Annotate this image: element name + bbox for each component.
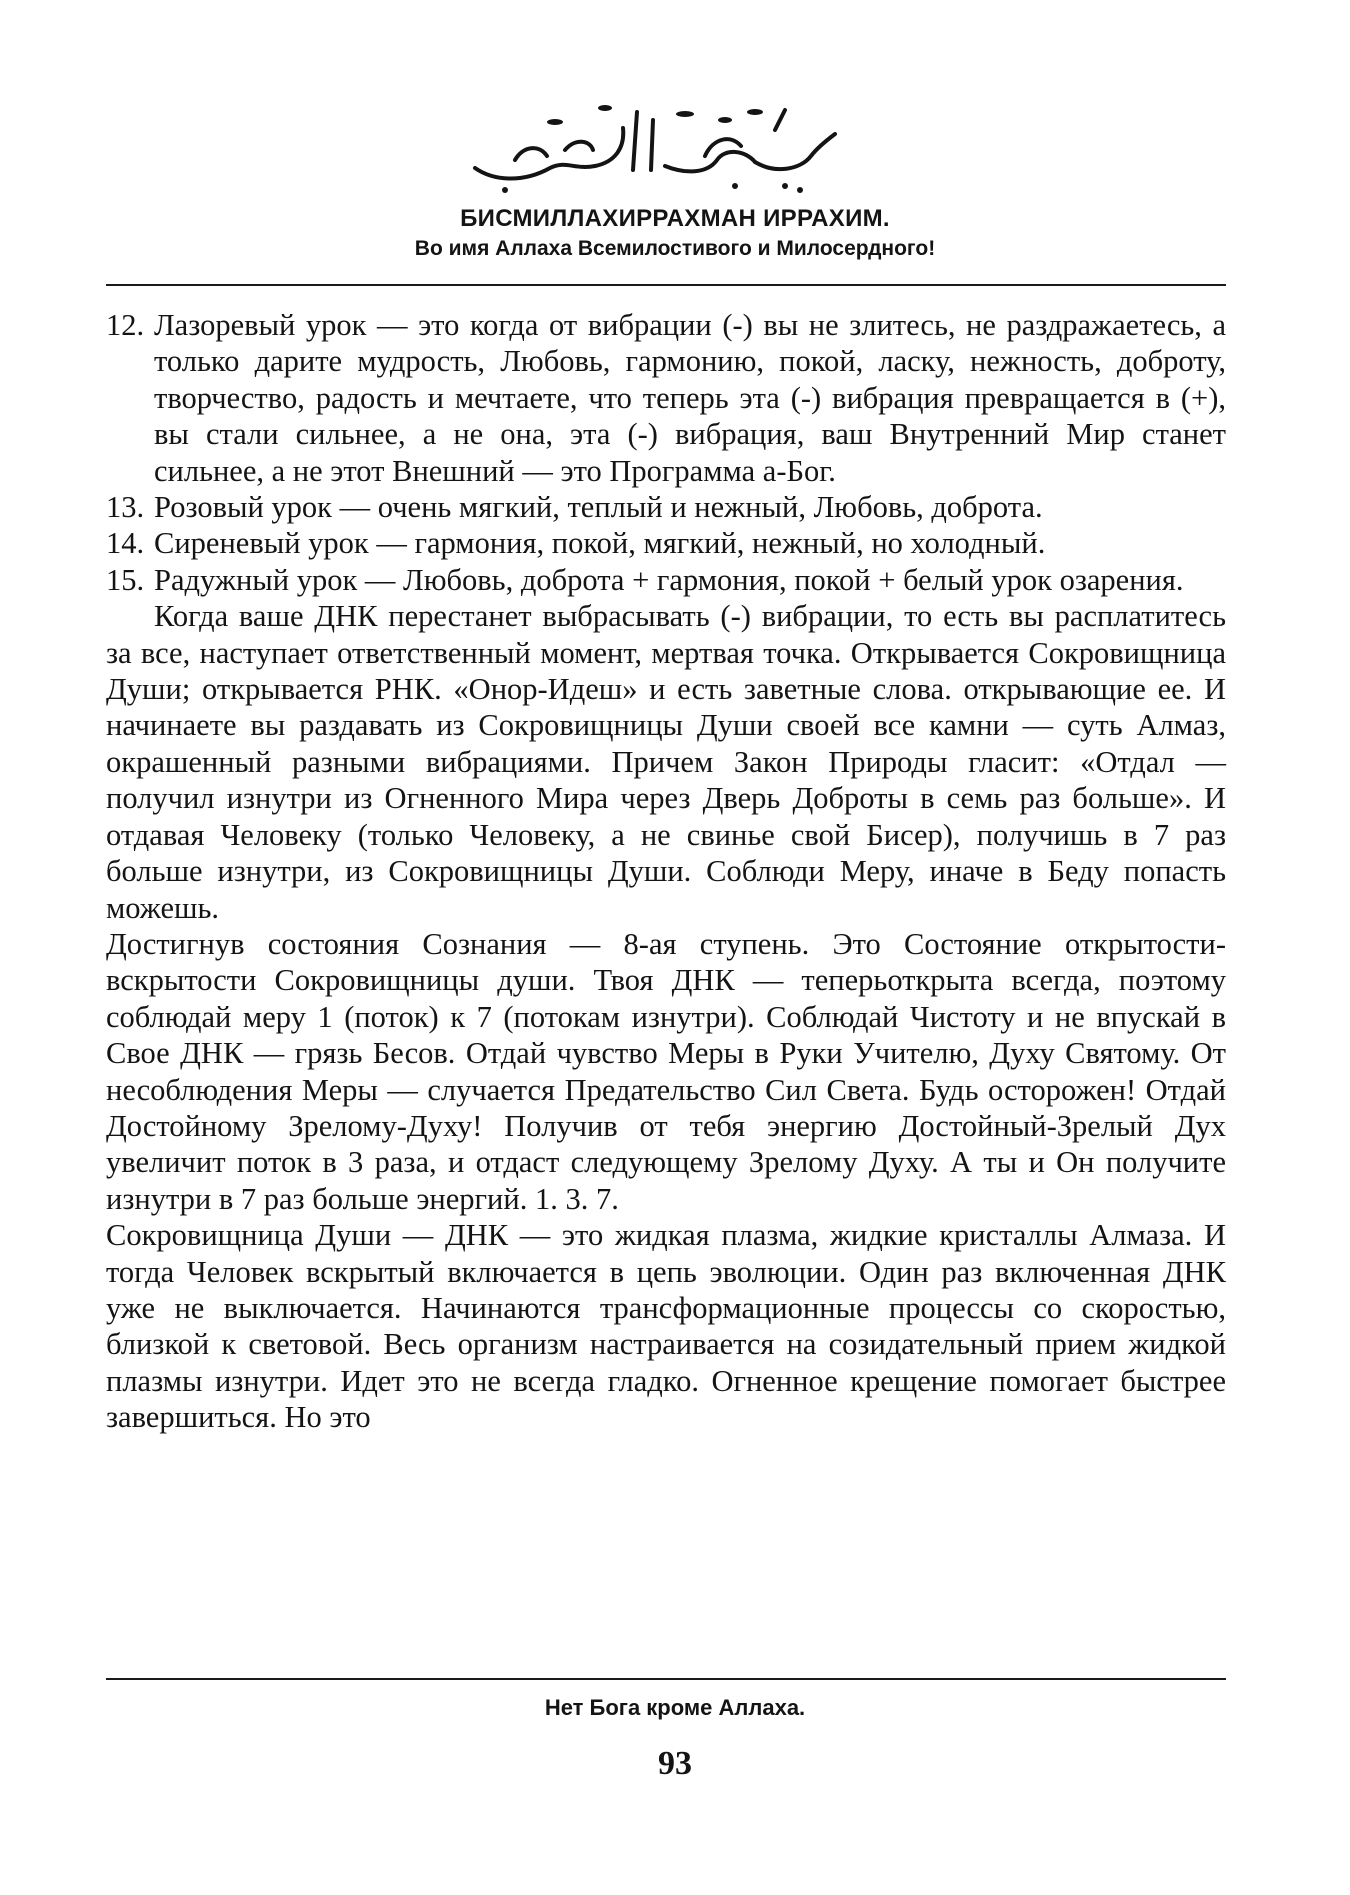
header-divider [106, 284, 1226, 286]
list-item-text: Сиреневый урок — гармония, покой, мягкий, нежный, но холодный. [154, 526, 1046, 561]
paragraph: Когда ваше ДНК перестанет выбрасывать (-) вибрации, то есть вы расплатитесь за все, наступает ответственный момент, мертвая точка. Открывается Сокровищница Души; открывается РНК. «Онор-Идеш» и есть заветные слова. открывающие ее. И начинаете вы раздавать из Сокровищницы Души своей все камни — суть Алмаз, окрашенный разными вибрациями. Причем Закон Природы гласит: «Отдал — получил изнутри из Огненного Мира через Дверь Доброты в семь раз больше». И отдавая Человеку (только Человеку, а не свинье свой Бисер), получишь в 7 раз больше изнутри, из Сокровищницы Души. Соблюди Меру, иначе в Беду попасть можешь. [106, 599, 1226, 925]
paragraph: Достигнув состояния Сознания — 8-ая ступень. Это Состояние открытости-вскрытости Сокровищницы души. Твоя ДНК — теперьоткрыта всегда, поэтому соблюдай меру 1 (поток) к 7 (потокам изнутри). Соблюдай Чистоту и не впускай в Свое ДНК — грязь Бесов. Отдай чувство Меры в Руки Учителю, Духу Святому. От несоблюдения Меры — случается Предательство Сил Света. Будь осторожен! Отдай Достойному Зрелому-Духу! Получив от тебя энергию Достойный-Зрелый Дух увеличит поток в 3 раза, и отдаст следующему Зрелому Духу. А ты и Он получите изнутри в 7 раз больше энергий. 1. 3. 7. [106, 926, 1226, 1216]
list-item-text: Лазоревый урок — это когда от вибрации (-) вы не злитесь, не раздражаетесь, а только дарите мудрость, Любовь, гармонию, покой, ласку, нежность, доброту, творчество, радость и мечтаете, что теперь эта (-) вибрация превращается в (+), вы стали сильнее, а не она, эта (-) вибрация, ваш Внутренний Мир станет сильнее, а не этот Внешний — это Программа а-Бог. [154, 308, 1226, 488]
page-number: 93 [658, 1745, 692, 1782]
bismillah-transliteration: БИСМИЛЛАХИРРАХМАН ИРРАХИМ. [460, 205, 890, 232]
bismillah-translation: Во имя Аллаха Всемилостивого и Милосердного! [414, 237, 936, 260]
paragraph: Сокровищница Души — ДНК — это жидкая плазма, жидкие кристаллы Алмаза. И тогда Человек вскрытый включается в цепь эволюции. Один раз включенная ДНК уже не выключается. Начинаются трансформационные процессы со скоростью, близкой к световой. Весь организм настраивается на созидательный прием жидкой плазмы изнутри. Идет это не всегда гладко. Огненное крещение помогает быстрее завершиться. Но это [106, 1218, 1226, 1435]
list-item-text: Радужный урок — Любовь, доброта + гармония, покой + белый урок озарения. [154, 562, 1184, 597]
list-item [106, 525, 1226, 561]
list-item [106, 562, 1226, 598]
bismillah-calligraphy-image [455, 90, 855, 200]
list-item-number: 14. [106, 526, 145, 561]
arabic-calligraphy-icon [455, 90, 855, 200]
list-item-number: 12. [106, 308, 145, 342]
footer-divider [106, 1678, 1226, 1680]
list-item [106, 489, 1226, 525]
main-text [106, 307, 1226, 1436]
list-item [106, 307, 1226, 489]
footer-text: Нет Бога кроме Аллаха. [544, 1695, 806, 1720]
list-item-text: Розовый урок — очень мягкий, теплый и нежный, Любовь, доброта. [154, 490, 1043, 525]
list-item-number: 13. [106, 490, 145, 525]
list-item-number: 15. [106, 562, 145, 597]
